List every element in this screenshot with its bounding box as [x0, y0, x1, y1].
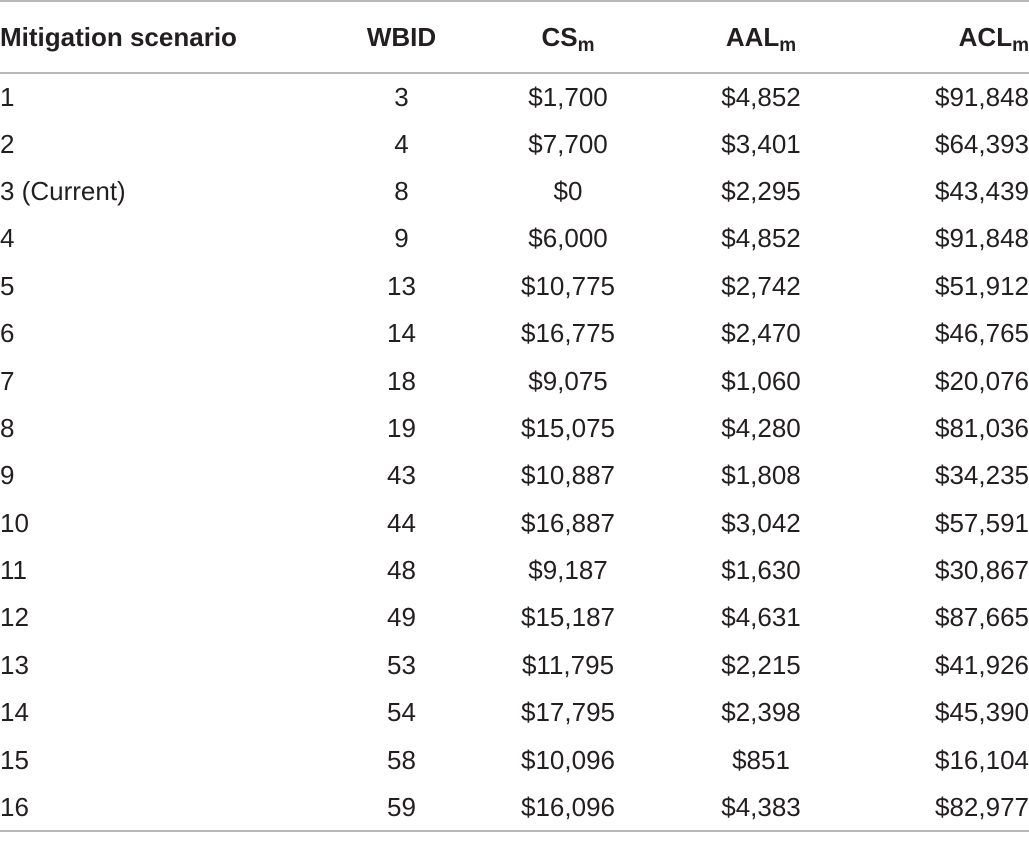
- cell-cs-m: $7,700: [528, 128, 608, 159]
- cell-aal-m: $2,295: [721, 175, 801, 206]
- cell-cs-m: $10,887: [521, 460, 615, 491]
- cell-cs-m: $9,187: [528, 555, 608, 586]
- cell-aal-m: $1,808: [721, 460, 801, 491]
- cell-cs-m: $9,075: [528, 365, 608, 396]
- table-body: [0, 73, 1029, 831]
- cell-scenario: 14: [0, 697, 29, 728]
- table-row: [0, 500, 1029, 547]
- cell-cs-m: $15,187: [521, 602, 615, 633]
- cell-acl-m: $87,665: [935, 602, 1029, 633]
- table-row: [0, 263, 1029, 310]
- cell-cs-m: $0: [553, 175, 583, 206]
- cell-scenario: 16: [0, 784, 330, 831]
- cell-aal-m: $1,630: [721, 555, 801, 586]
- cell-scenario: 15: [0, 744, 29, 775]
- cell-scenario: 9: [0, 460, 15, 491]
- cell-wbid: 14: [387, 318, 416, 349]
- cell-aal-m: $4,383: [663, 784, 859, 831]
- cell-aal-m: $3,401: [721, 128, 801, 159]
- cell-wbid: 19: [387, 412, 416, 443]
- cell-acl-m: $64,393: [935, 128, 1029, 159]
- cell-wbid: 3: [394, 81, 409, 112]
- cell-scenario: 6: [0, 318, 15, 349]
- cell-aal-m: $2,215: [721, 649, 801, 680]
- cell-acl-m: $30,867: [935, 555, 1029, 586]
- cell-cs-m: $6,000: [528, 223, 608, 254]
- header-cs-m: $CS_m$: [473, 1, 663, 73]
- cell-wbid: 13: [387, 270, 416, 301]
- cell-acl-m: $46,765: [935, 318, 1029, 349]
- table-row: [0, 736, 1029, 783]
- cell-wbid: 4: [394, 128, 409, 159]
- cell-scenario: 3 (Current): [0, 175, 126, 206]
- cell-acl-m: $20,076: [935, 365, 1029, 396]
- cell-acl-m: $57,591: [935, 507, 1029, 538]
- cell-wbid: 54: [387, 697, 416, 728]
- cell-aal-m: $4,631: [721, 602, 801, 633]
- table-row: [0, 168, 1029, 215]
- cell-scenario: 4: [0, 223, 15, 254]
- cell-acl-m: $16,104: [935, 744, 1029, 775]
- header-wbid: WBID: [330, 1, 473, 73]
- cell-aal-m: $4,852: [721, 81, 801, 112]
- cell-wbid: 9: [394, 223, 409, 254]
- cell-wbid: 44: [387, 507, 416, 538]
- cell-cs-m: $10,775: [521, 270, 615, 301]
- cell-scenario: 11: [0, 555, 27, 586]
- cell-cs-m: $16,887: [521, 507, 615, 538]
- cell-cs-m: $17,795: [521, 697, 615, 728]
- table-row: [0, 594, 1029, 641]
- table-row: [0, 452, 1029, 499]
- cell-acl-m: $43,439: [935, 175, 1029, 206]
- cell-cs-m: $10,096: [521, 744, 615, 775]
- cell-acl-m: $45,390: [935, 697, 1029, 728]
- cell-cs-m: $15,075: [521, 412, 615, 443]
- table-header: [0, 1, 1029, 73]
- cell-acl-m: $34,235: [935, 460, 1029, 491]
- header-mitigation-scenario: Mitigation scenario: [0, 1, 330, 73]
- cell-aal-m: $2,398: [721, 697, 801, 728]
- cell-wbid: 8: [394, 175, 409, 206]
- table-row: [0, 405, 1029, 452]
- cell-wbid: 18: [387, 365, 416, 396]
- cell-scenario: 8: [0, 412, 15, 443]
- table-row: [0, 642, 1029, 689]
- cell-cs-m: $16,096: [473, 784, 663, 831]
- cell-aal-m: $3,042: [721, 507, 801, 538]
- cell-scenario: 10: [0, 507, 29, 538]
- cell-scenario: 2: [0, 128, 15, 159]
- cell-scenario: 7: [0, 365, 15, 396]
- cell-acl-m: $82,977: [859, 784, 1029, 831]
- cell-aal-m: $4,280: [721, 412, 801, 443]
- header-acl-m: $ACL_m$: [859, 1, 1029, 73]
- cell-acl-m: $51,912: [935, 270, 1029, 301]
- cell-aal-m: $1,060: [721, 365, 801, 396]
- cell-aal-m: $2,742: [721, 270, 801, 301]
- cell-wbid: 43: [387, 460, 416, 491]
- cell-wbid: 53: [387, 649, 416, 680]
- cell-acl-m: $81,036: [935, 412, 1029, 443]
- cell-cs-m: $16,775: [521, 318, 615, 349]
- cell-wbid: 49: [387, 602, 416, 633]
- cell-acl-m: $91,848: [935, 223, 1029, 254]
- table-row: [0, 689, 1029, 736]
- cell-aal-m: $2,470: [721, 318, 801, 349]
- cell-aal-m: $4,852: [721, 223, 801, 254]
- cell-cs-m: $11,795: [521, 649, 615, 680]
- cell-aal-m: $851: [732, 744, 790, 775]
- cell-scenario: 12: [0, 602, 29, 633]
- table-row: [0, 120, 1029, 167]
- cell-acl-m: $41,926: [935, 649, 1029, 680]
- cell-cs-m: $1,700: [528, 81, 608, 112]
- header-aal-m: $AAL_m$: [663, 1, 859, 73]
- cell-scenario: 1: [0, 81, 15, 112]
- table-row: [0, 357, 1029, 404]
- cell-wbid: 58: [387, 744, 416, 775]
- cell-scenario: 5: [0, 270, 15, 301]
- cell-acl-m: $91,848: [935, 81, 1029, 112]
- header-row: [0, 1, 1029, 73]
- table-row: [0, 73, 1029, 120]
- table-row: [0, 784, 1029, 831]
- table-row: [0, 310, 1029, 357]
- table-row: [0, 215, 1029, 262]
- cell-wbid: 48: [387, 555, 416, 586]
- cell-scenario: 13: [0, 649, 29, 680]
- cell-wbid: 59: [330, 784, 473, 831]
- table-row: [0, 547, 1029, 594]
